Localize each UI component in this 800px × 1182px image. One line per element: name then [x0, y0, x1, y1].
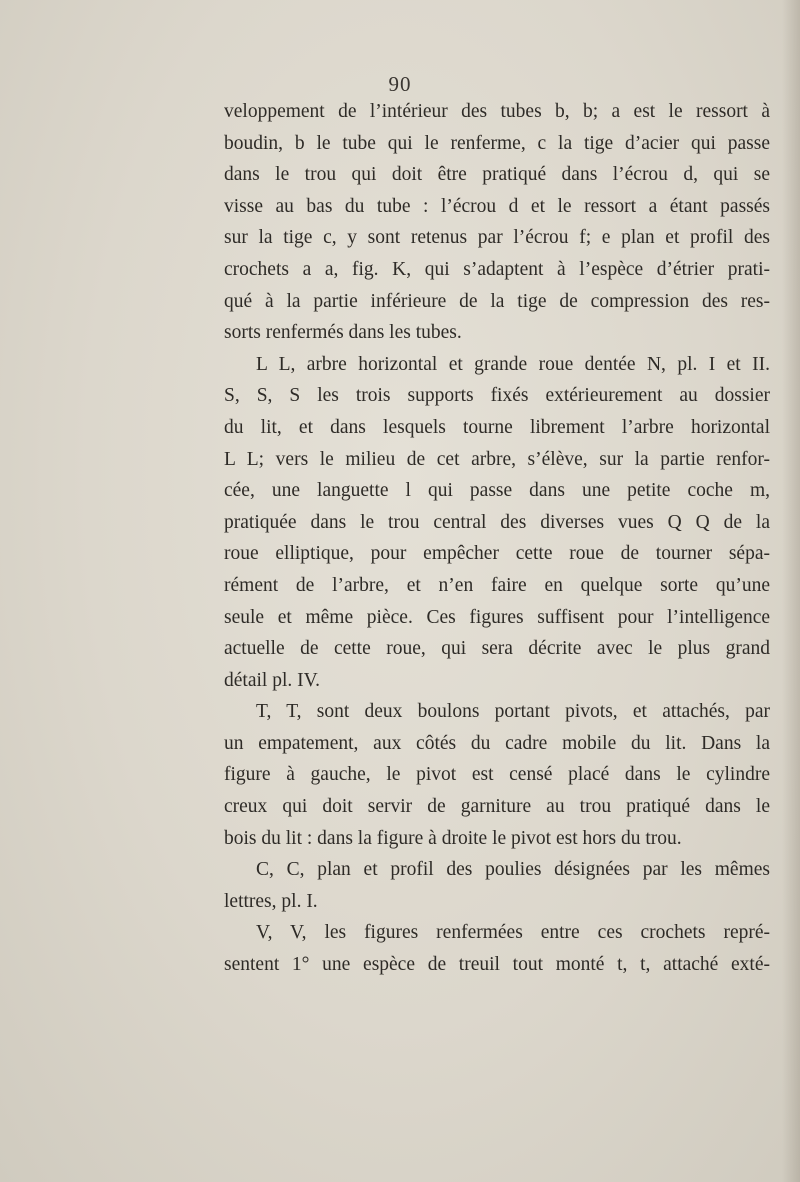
text-line: pratiquée dans le trou central des diverses vues Q Q de la [224, 511, 770, 533]
text-line: creux qui doit servir de garniture au trou pratiqué dans le [224, 796, 770, 818]
paragraph [224, 854, 770, 917]
text-line: S, S, S les trois supports fixés extérieurement au dossier [224, 385, 770, 407]
text-line: sentent 1° une espèce de treuil tout monté t, t, attaché exté- [224, 954, 770, 976]
body-text [224, 96, 770, 981]
text-line: seule et même pièce. Ces figures suffisent pour l’intelligence [224, 606, 770, 628]
paragraph [224, 349, 770, 697]
text-line: cée, une languette l qui passe dans une petite coche m, [224, 480, 770, 502]
text-line: visse au bas du tube : l’écrou d et le ressort a étant passés [224, 195, 770, 217]
text-line: T, T, sont deux boulons portant pivots, et attachés, par [256, 701, 770, 723]
text-line: crochets a a, fig. K, qui s’adaptent à l’espèce d’étrier prati- [224, 258, 770, 280]
text-line: C, C, plan et profil des poulies désignées par les mêmes [256, 859, 770, 881]
text-line: V, V, les figures renfermées entre ces crochets repré- [256, 922, 770, 944]
text-line: détail pl. IV. [224, 669, 321, 691]
paragraph [224, 917, 770, 980]
text-line: figure à gauche, le pivot est censé placé dans le cylindre [224, 764, 770, 786]
page-number: 90 [388, 72, 412, 96]
text-line: du lit, et dans lesquels tourne librement l’arbre horizontal [224, 416, 770, 438]
text-line: veloppement de l’intérieur des tubes b, b; a est le ressort à [224, 101, 770, 122]
paragraph [224, 96, 770, 349]
text-line: sur la tige c, y sont retenus par l’écrou f; e plan et profil des [224, 227, 770, 249]
paragraph [224, 696, 770, 854]
text-line: sorts renfermés dans les tubes. [224, 322, 462, 344]
text-line: roue elliptique, pour empêcher cette roue de tourner sépa- [224, 543, 770, 565]
text-line: un empatement, aux côtés du cadre mobile du lit. Dans la [224, 732, 770, 754]
text-line: bois du lit : dans la figure à droite le pivot est hors du trou. [224, 827, 682, 849]
text-line: dans le trou qui doit être pratiqué dans l’écrou d, qui se [224, 164, 770, 186]
text-line: qué à la partie inférieure de la tige de compression des res- [224, 290, 770, 312]
text-line: L L, arbre horizontal et grande roue dentée N, pl. I et II. [256, 353, 770, 375]
text-line: rément de l’arbre, et n’en faire en quelque sorte qu’une [224, 574, 770, 596]
text-line: L L; vers le milieu de cet arbre, s’élève, sur la partie renfor- [224, 448, 770, 470]
text-line: actuelle de cette roue, qui sera décrite avec le plus grand [224, 638, 770, 660]
text-line: boudin, b le tube qui le renferme, c la tige d’acier qui passe [224, 132, 770, 154]
page-edge-shadow [782, 0, 800, 1182]
text-line: lettres, pl. I. [224, 890, 318, 912]
